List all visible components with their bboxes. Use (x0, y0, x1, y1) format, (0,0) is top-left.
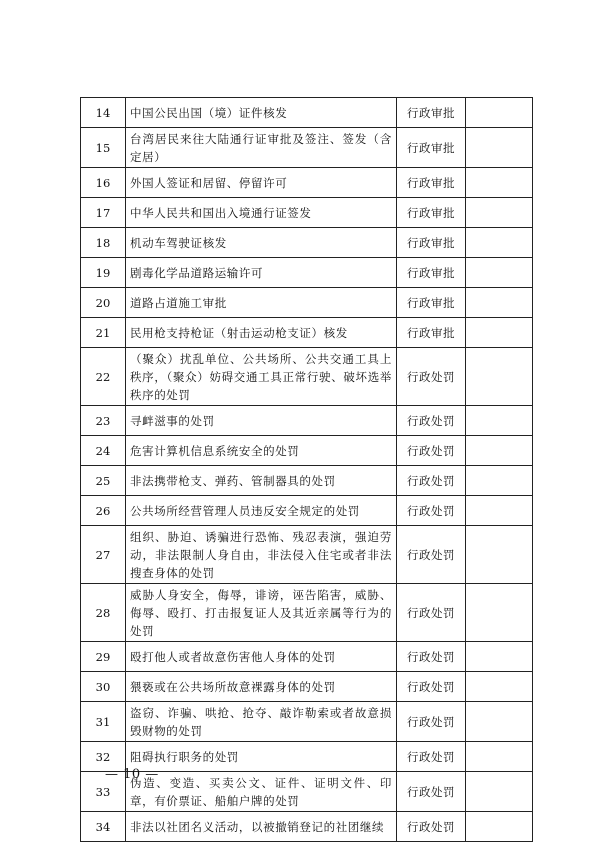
table-row (81, 526, 533, 584)
item-type: 行政处罚 (397, 812, 466, 842)
item-name: 非法以社团名义活动，以被撤销登记的社团继续 (126, 812, 397, 842)
permission-list-table (80, 97, 533, 842)
item-name: 外国人签证和居留、停留许可 (126, 168, 397, 198)
table-row (81, 198, 533, 228)
item-type: 行政审批 (397, 258, 466, 288)
row-number: 31 (81, 702, 126, 742)
table-row (81, 466, 533, 496)
item-name: 盗窃、诈骗、哄抢、抢夺、敲诈勒索或者故意损毁财物的处罚 (126, 702, 397, 742)
table-row (81, 128, 533, 168)
item-name: 伪造、变造、买卖公文、证件、证明文件、印章，有价票证、船舶户牌的处罚 (126, 772, 397, 812)
document-table (80, 97, 533, 842)
table-row (81, 436, 533, 466)
row-number: 22 (81, 348, 126, 406)
item-type: 行政审批 (397, 98, 466, 128)
remark-cell (466, 128, 533, 168)
item-name: 中华人民共和国出入境通行证签发 (126, 198, 397, 228)
remark-cell (466, 318, 533, 348)
row-number: 25 (81, 466, 126, 496)
row-number: 14 (81, 98, 126, 128)
item-name: 台湾居民来往大陆通行证审批及签注、签发（含定居） (126, 128, 397, 168)
table-row (81, 168, 533, 198)
item-type: 行政审批 (397, 198, 466, 228)
remark-cell (466, 258, 533, 288)
table-row (81, 702, 533, 742)
item-name: 猥亵或在公共场所故意裸露身体的处罚 (126, 672, 397, 702)
item-type: 行政处罚 (397, 702, 466, 742)
item-type: 行政处罚 (397, 642, 466, 672)
table-row (81, 98, 533, 128)
row-number: 26 (81, 496, 126, 526)
row-number: 30 (81, 672, 126, 702)
item-name: 剧毒化学品道路运输许可 (126, 258, 397, 288)
remark-cell (466, 812, 533, 842)
row-number: 24 (81, 436, 126, 466)
row-number: 15 (81, 128, 126, 168)
item-type: 行政处罚 (397, 584, 466, 642)
item-type: 行政处罚 (397, 466, 466, 496)
item-name: 阻碍执行职务的处罚 (126, 742, 397, 772)
item-type: 行政审批 (397, 228, 466, 258)
remark-cell (466, 98, 533, 128)
remark-cell (466, 496, 533, 526)
item-type: 行政处罚 (397, 436, 466, 466)
item-type: 行政处罚 (397, 348, 466, 406)
item-name: 殴打他人或者故意伤害他人身体的处罚 (126, 642, 397, 672)
row-number: 18 (81, 228, 126, 258)
table-row (81, 496, 533, 526)
item-type: 行政审批 (397, 128, 466, 168)
row-number: 21 (81, 318, 126, 348)
table-row (81, 318, 533, 348)
item-name: 危害计算机信息系统安全的处罚 (126, 436, 397, 466)
remark-cell (466, 742, 533, 772)
table-row (81, 672, 533, 702)
item-name: 威胁人身安全，侮辱，诽谤，诬告陷害，威胁、侮辱、殴打、打击报复证人及其近亲属等行为的处罚 (126, 584, 397, 642)
item-type: 行政审批 (397, 288, 466, 318)
row-number: 16 (81, 168, 126, 198)
item-type: 行政处罚 (397, 496, 466, 526)
item-type: 行政处罚 (397, 672, 466, 702)
item-name: 非法携带枪支、弹药、管制器具的处罚 (126, 466, 397, 496)
item-name: 公共场所经营管理人员违反安全规定的处罚 (126, 496, 397, 526)
row-number: 19 (81, 258, 126, 288)
row-number: 28 (81, 584, 126, 642)
remark-cell (466, 584, 533, 642)
row-number: 23 (81, 406, 126, 436)
item-name: 中国公民出国（境）证件核发 (126, 98, 397, 128)
item-type: 行政处罚 (397, 772, 466, 812)
table-row (81, 584, 533, 642)
table-row (81, 348, 533, 406)
remark-cell (466, 702, 533, 742)
row-number: 20 (81, 288, 126, 318)
item-type: 行政审批 (397, 168, 466, 198)
item-type: 行政处罚 (397, 406, 466, 436)
remark-cell (466, 228, 533, 258)
remark-cell (466, 348, 533, 406)
item-name: 组织、胁迫、诱骗进行恐怖、残忍表演，强迫劳动，非法限制人身自由，非法侵入住宅或者非法搜查身体的处罚 (126, 526, 397, 584)
table-row (81, 288, 533, 318)
remark-cell (466, 198, 533, 228)
remark-cell (466, 406, 533, 436)
row-number: 32 (81, 742, 126, 772)
table-row (81, 812, 533, 842)
item-type: 行政处罚 (397, 526, 466, 584)
remark-cell (466, 526, 533, 584)
remark-cell (466, 672, 533, 702)
item-type: 行政处罚 (397, 742, 466, 772)
row-number: 34 (81, 812, 126, 842)
remark-cell (466, 168, 533, 198)
item-name: （聚众）扰乱单位、公共场所、公共交通工具上秩序，（聚众）妨碍交通工具正常行驶、破坏选举秩序的处罚 (126, 348, 397, 406)
item-type: 行政审批 (397, 318, 466, 348)
remark-cell (466, 288, 533, 318)
item-name: 道路占道施工审批 (126, 288, 397, 318)
table-row (81, 258, 533, 288)
remark-cell (466, 436, 533, 466)
row-number: 33 (81, 772, 126, 812)
remark-cell (466, 772, 533, 812)
remark-cell (466, 466, 533, 496)
item-name: 寻衅滋事的处罚 (126, 406, 397, 436)
table-row (81, 642, 533, 672)
item-name: 机动车驾驶证核发 (126, 228, 397, 258)
row-number: 27 (81, 526, 126, 584)
row-number: 29 (81, 642, 126, 672)
page-number: — 10 — (105, 767, 159, 782)
table-row (81, 228, 533, 258)
remark-cell (466, 642, 533, 672)
item-name: 民用枪支持枪证（射击运动枪支证）核发 (126, 318, 397, 348)
table-row (81, 406, 533, 436)
row-number: 17 (81, 198, 126, 228)
